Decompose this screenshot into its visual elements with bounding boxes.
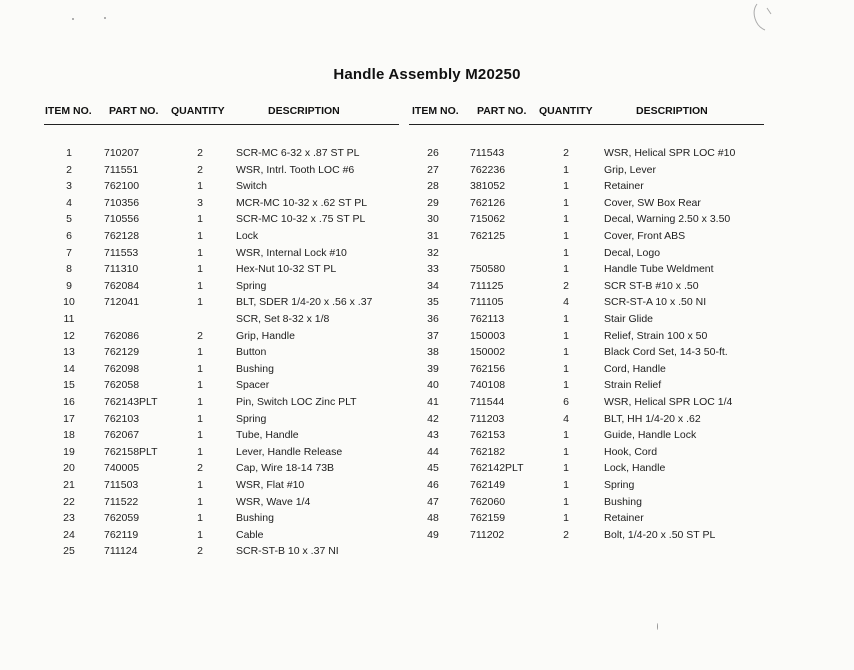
- quantity-cell: 1: [197, 528, 203, 541]
- quantity-cell: 4: [563, 412, 569, 425]
- description-cell: Cord, Handle: [604, 362, 666, 375]
- part-no-cell: 762156: [470, 362, 506, 375]
- table-row: [0, 211, 854, 227]
- quantity-cell: 1: [197, 495, 203, 508]
- table-row: [0, 278, 854, 294]
- item-no-cell: 30: [427, 213, 439, 226]
- part-no-cell: 762100: [104, 180, 140, 193]
- item-no-cell: 19: [63, 445, 75, 458]
- part-no-cell: 711543: [470, 147, 505, 159]
- description-cell: Lock: [236, 230, 259, 242]
- description-cell: Grip, Lever: [604, 163, 656, 176]
- part-no-cell: 711503: [104, 479, 139, 491]
- quantity-cell: 1: [563, 196, 569, 209]
- quantity-cell: 1: [197, 346, 203, 359]
- table-row: [0, 361, 854, 377]
- quantity-cell: 1: [563, 462, 569, 475]
- table-row: [0, 377, 854, 393]
- table-row: [0, 527, 854, 543]
- description-cell: Hex-Nut 10-32 ST PL: [236, 263, 337, 276]
- table-row: [0, 311, 854, 327]
- description-cell: Retainer: [604, 512, 644, 525]
- quantity-cell: 1: [197, 213, 203, 226]
- quantity-cell: 2: [197, 462, 203, 475]
- quantity-cell: 1: [563, 313, 569, 325]
- quantity-cell: 1: [197, 396, 203, 408]
- quantity-cell: 1: [197, 479, 203, 491]
- table-row: [0, 510, 854, 526]
- part-no-cell: 711202: [470, 528, 505, 541]
- table-row: [0, 145, 854, 161]
- quantity-cell: 2: [197, 329, 203, 342]
- part-no-cell: 750580: [470, 263, 506, 276]
- table-row: [0, 494, 854, 510]
- item-no-cell: 9: [66, 279, 72, 292]
- item-no-cell: 35: [427, 296, 439, 309]
- item-no-cell: 27: [427, 163, 439, 176]
- part-no-cell: 740108: [470, 379, 506, 392]
- description-cell: WSR, Helical SPR LOC 1/4: [604, 396, 733, 408]
- part-no-cell: 712041: [104, 296, 140, 309]
- scan-speck: [72, 18, 74, 20]
- quantity-cell: 1: [197, 512, 203, 525]
- part-no-cell: 711522: [104, 495, 139, 508]
- description-cell: Cover, Front ABS: [604, 230, 686, 242]
- description-cell: SCR-MC 6-32 x .87 ST PL: [236, 147, 360, 159]
- quantity-cell: 6: [563, 396, 569, 408]
- description-cell: Spring: [236, 279, 267, 292]
- part-no-cell: 711203: [470, 412, 505, 425]
- quantity-cell: 1: [197, 362, 203, 375]
- part-no-cell: 762060: [470, 495, 506, 508]
- quantity-cell: 1: [563, 180, 569, 193]
- table-row: [0, 427, 854, 443]
- quantity-cell: 1: [563, 429, 569, 442]
- description-cell: WSR, Flat #10: [236, 479, 305, 491]
- item-no-cell: 48: [427, 512, 439, 525]
- description-cell: Bushing: [604, 495, 642, 508]
- item-no-cell: 41: [427, 396, 439, 408]
- table-row: [0, 344, 854, 360]
- item-no-cell: 25: [63, 545, 75, 558]
- description-cell: WSR, Wave 1/4: [236, 495, 311, 508]
- item-no-cell: 5: [66, 213, 72, 226]
- description-cell: Bolt, 1/4-20 x .50 ST PL: [604, 528, 716, 541]
- item-no-cell: 6: [66, 230, 72, 242]
- part-no-cell: 762059: [104, 512, 140, 525]
- item-no-cell: 26: [427, 147, 439, 159]
- quantity-cell: 2: [197, 163, 203, 176]
- quantity-cell: 2: [197, 147, 203, 159]
- item-no-cell: 40: [427, 379, 439, 392]
- part-no-cell: 762159: [470, 512, 506, 525]
- part-no-cell: 762158PLT: [104, 445, 158, 458]
- description-cell: Retainer: [604, 180, 644, 193]
- description-cell: Stair Glide: [604, 313, 654, 325]
- header-rule-left: [44, 124, 399, 125]
- description-cell: Guide, Handle Lock: [604, 429, 697, 442]
- item-no-cell: 17: [63, 412, 75, 425]
- quantity-cell: 1: [197, 412, 203, 425]
- part-no-cell: 762098: [104, 362, 140, 375]
- part-no-cell: 710356: [104, 196, 140, 209]
- description-cell: SCR, Set 8-32 x 1/8: [236, 313, 330, 325]
- item-no-cell: 22: [63, 495, 75, 508]
- description-cell: Lever, Handle Release: [236, 445, 343, 458]
- quantity-cell: 1: [563, 246, 569, 259]
- table-row: [0, 543, 854, 559]
- description-cell: BLT, SDER 1/4-20 x .56 x .37: [236, 296, 373, 309]
- quantity-cell: 1: [197, 296, 203, 309]
- table-row: [0, 178, 854, 194]
- quantity-cell: 1: [197, 230, 203, 242]
- item-no-cell: 2: [66, 163, 72, 176]
- table-row: [0, 228, 854, 244]
- table-row: [0, 195, 854, 211]
- quantity-cell: 2: [563, 147, 569, 159]
- item-no-cell: 21: [63, 479, 75, 491]
- header-description-right: DESCRIPTION: [636, 105, 708, 117]
- table-row: [0, 394, 854, 410]
- part-no-cell: 711124: [104, 545, 138, 558]
- item-no-cell: 31: [427, 230, 439, 242]
- item-no-cell: 15: [63, 379, 75, 392]
- part-no-cell: 762142PLT: [470, 462, 524, 475]
- quantity-cell: 1: [563, 163, 569, 176]
- item-no-cell: 11: [63, 313, 75, 325]
- description-cell: SCR-ST-B 10 x .37 NI: [236, 545, 339, 558]
- table-row: [0, 162, 854, 178]
- part-no-cell: 762119: [104, 528, 139, 541]
- table-row: [0, 460, 854, 476]
- description-cell: SCR ST-B #10 x .50: [604, 279, 699, 292]
- description-cell: SCR-MC 10-32 x .75 ST PL: [236, 213, 366, 226]
- part-no-cell: 711544: [470, 396, 505, 408]
- item-no-cell: 18: [63, 429, 75, 442]
- item-no-cell: 8: [66, 263, 72, 276]
- item-no-cell: 28: [427, 180, 439, 193]
- part-no-cell: 762126: [470, 196, 506, 209]
- item-no-cell: 12: [63, 329, 75, 342]
- item-no-cell: 33: [427, 263, 439, 276]
- part-no-cell: 381052: [470, 180, 506, 193]
- table-row: [0, 477, 854, 493]
- quantity-cell: 1: [197, 379, 203, 392]
- part-no-cell: 150002: [470, 346, 506, 359]
- item-no-cell: 45: [427, 462, 439, 475]
- quantity-cell: 4: [563, 296, 569, 309]
- item-no-cell: 34: [427, 279, 439, 292]
- scan-speck: [657, 623, 658, 630]
- table-row: [0, 261, 854, 277]
- part-no-cell: 711125: [470, 279, 504, 292]
- item-no-cell: 29: [427, 196, 439, 209]
- part-no-cell: 711553: [104, 246, 139, 259]
- quantity-cell: 1: [563, 512, 569, 525]
- header-quantity-right: QUANTITY: [539, 105, 593, 117]
- part-no-cell: 740005: [104, 462, 140, 475]
- quantity-cell: 1: [197, 180, 203, 193]
- item-no-cell: 23: [63, 512, 75, 525]
- description-cell: Spring: [236, 412, 267, 425]
- part-no-cell: 710207: [104, 147, 140, 159]
- description-cell: Hook, Cord: [604, 445, 658, 458]
- header-item-no-right: ITEM NO.: [412, 105, 459, 117]
- item-no-cell: 43: [427, 429, 439, 442]
- part-no-cell: 762058: [104, 379, 140, 392]
- quantity-cell: 1: [563, 263, 569, 276]
- item-no-cell: 39: [427, 362, 439, 375]
- part-no-cell: 762103: [104, 412, 140, 425]
- quantity-cell: 1: [563, 379, 569, 392]
- header-description-left: DESCRIPTION: [268, 105, 340, 117]
- item-no-cell: 36: [427, 313, 439, 325]
- quantity-cell: 1: [197, 429, 203, 442]
- part-no-cell: 710556: [104, 213, 140, 226]
- description-cell: MCR-MC 10-32 x .62 ST PL: [236, 196, 368, 209]
- description-cell: Pin, Switch LOC Zinc PLT: [236, 396, 357, 408]
- part-no-cell: 762084: [104, 279, 140, 292]
- header-part-no-right: PART NO.: [477, 105, 527, 117]
- quantity-cell: 2: [563, 279, 569, 292]
- part-no-cell: 711310: [104, 263, 139, 276]
- quantity-cell: 1: [563, 230, 569, 242]
- table-row: [0, 294, 854, 310]
- item-no-cell: 10: [63, 296, 75, 309]
- description-cell: Bushing: [236, 362, 274, 375]
- item-no-cell: 3: [66, 180, 72, 193]
- header-item-no-left: ITEM NO.: [45, 105, 92, 117]
- part-no-cell: 762182: [470, 445, 506, 458]
- quantity-cell: 2: [197, 545, 203, 558]
- description-cell: Handle Tube Weldment: [604, 263, 714, 276]
- page-title: Handle Assembly M20250: [333, 66, 521, 83]
- item-no-cell: 20: [63, 462, 75, 475]
- item-no-cell: 42: [427, 412, 439, 425]
- quantity-cell: 1: [563, 445, 569, 458]
- item-no-cell: 24: [63, 528, 75, 541]
- part-no-cell: 711551: [104, 163, 139, 176]
- description-cell: Spacer: [236, 379, 270, 392]
- header-rule-right: [409, 124, 764, 125]
- item-no-cell: 4: [66, 196, 72, 209]
- description-cell: Switch: [236, 180, 267, 193]
- part-no-cell: 762236: [470, 163, 506, 176]
- description-cell: Decal, Warning 2.50 x 3.50: [604, 213, 731, 226]
- description-cell: Cover, SW Box Rear: [604, 196, 701, 209]
- quantity-cell: 3: [197, 196, 203, 209]
- part-no-cell: 762143PLT: [104, 396, 158, 408]
- item-no-cell: 16: [63, 396, 75, 408]
- quantity-cell: 1: [563, 495, 569, 508]
- part-no-cell: 762113: [470, 313, 505, 325]
- description-cell: Decal, Logo: [604, 246, 661, 259]
- header-part-no-left: PART NO.: [109, 105, 159, 117]
- part-no-cell: 762125: [470, 230, 506, 242]
- description-cell: Spring: [604, 479, 635, 491]
- table-row: [0, 328, 854, 344]
- item-no-cell: 32: [427, 246, 439, 259]
- item-no-cell: 37: [427, 329, 439, 342]
- scan-speck: [104, 17, 106, 19]
- table-row: [0, 411, 854, 427]
- part-no-cell: 762153: [470, 429, 506, 442]
- description-cell: Strain Relief: [604, 379, 662, 392]
- description-cell: Bushing: [236, 512, 274, 525]
- quantity-cell: 1: [197, 279, 203, 292]
- part-no-cell: 762086: [104, 329, 140, 342]
- description-cell: Cap, Wire 18-14 73B: [236, 462, 335, 475]
- description-cell: Relief, Strain 100 x 50: [604, 329, 708, 342]
- description-cell: Grip, Handle: [236, 329, 295, 342]
- part-no-cell: 762067: [104, 429, 140, 442]
- description-cell: BLT, HH 1/4-20 x .62: [604, 412, 701, 425]
- part-no-cell: 762129: [104, 346, 140, 359]
- item-no-cell: 1: [66, 147, 72, 159]
- item-no-cell: 7: [66, 246, 72, 259]
- quantity-cell: 1: [197, 246, 203, 259]
- part-no-cell: 715062: [470, 213, 506, 226]
- table-row: [0, 245, 854, 261]
- description-cell: Tube, Handle: [236, 429, 299, 442]
- description-cell: WSR, Intrl. Tooth LOC #6: [236, 163, 355, 176]
- description-cell: WSR, Helical SPR LOC #10: [604, 147, 736, 159]
- item-no-cell: 44: [427, 445, 439, 458]
- quantity-cell: 1: [563, 362, 569, 375]
- description-cell: Cable: [236, 528, 264, 541]
- scan-mark-icon: [745, 0, 785, 40]
- part-no-cell: 150003: [470, 329, 506, 342]
- part-no-cell: 762128: [104, 230, 140, 242]
- table-row: [0, 444, 854, 460]
- description-cell: Lock, Handle: [604, 462, 666, 475]
- quantity-cell: 1: [563, 346, 569, 359]
- quantity-cell: 1: [563, 479, 569, 491]
- description-cell: Button: [236, 346, 267, 359]
- item-no-cell: 13: [63, 346, 75, 359]
- description-cell: Black Cord Set, 14-3 50-ft.: [604, 346, 728, 359]
- quantity-cell: 1: [563, 329, 569, 342]
- item-no-cell: 47: [427, 495, 439, 508]
- quantity-cell: 1: [563, 213, 569, 226]
- item-no-cell: 46: [427, 479, 439, 491]
- item-no-cell: 49: [427, 528, 439, 541]
- item-no-cell: 14: [63, 362, 75, 375]
- header-quantity-left: QUANTITY: [171, 105, 225, 117]
- description-cell: SCR-ST-A 10 x .50 NI: [604, 296, 707, 309]
- quantity-cell: 1: [197, 263, 203, 276]
- description-cell: WSR, Internal Lock #10: [236, 246, 347, 259]
- quantity-cell: 1: [197, 445, 203, 458]
- item-no-cell: 38: [427, 346, 439, 359]
- part-no-cell: 711105: [470, 296, 504, 309]
- part-no-cell: 762149: [470, 479, 506, 491]
- quantity-cell: 2: [563, 528, 569, 541]
